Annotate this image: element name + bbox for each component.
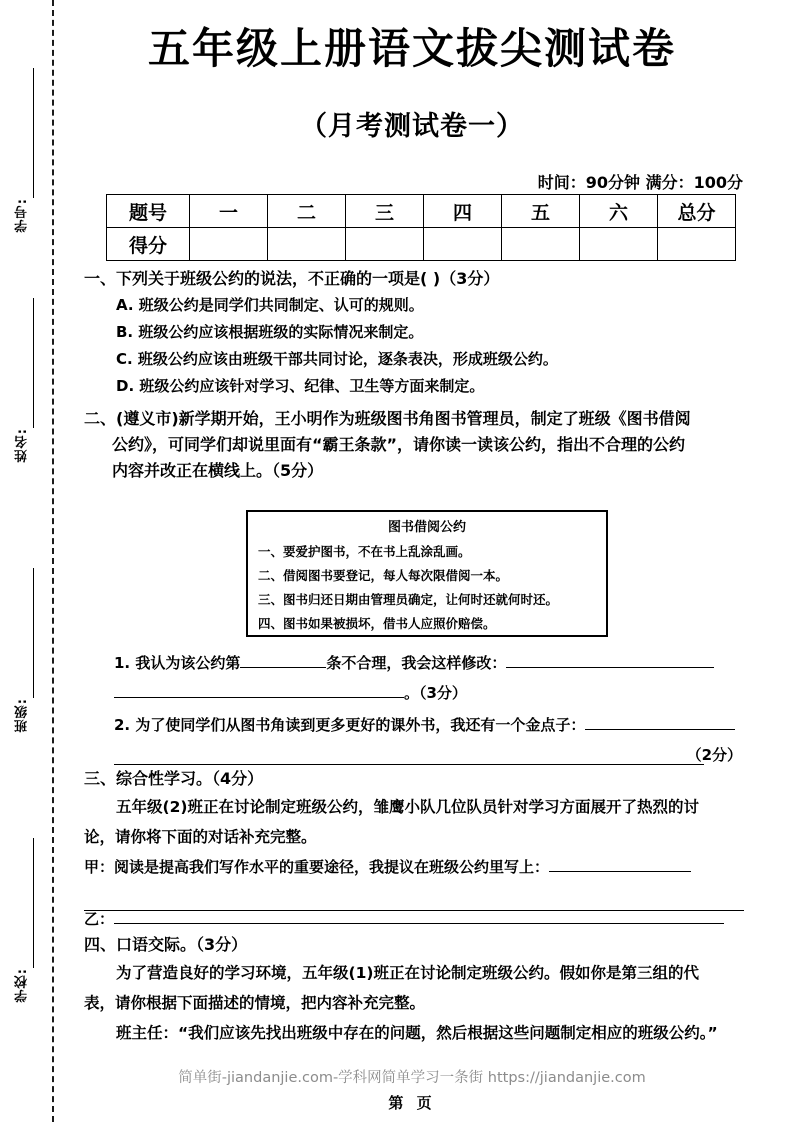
exam-meta-info: 时间：90分钟 满分：100分 [537,173,743,192]
question-2-sub-1-points: 。（3分） [404,684,467,702]
binding-dashed-line [52,0,54,1122]
question-3-paragraph-line-1: 五年级(2)班正在讨论制定班级公约，雏鹰小队几位队员针对学习方面展开了热烈的讨 [116,798,699,816]
question-4-paragraph-line-1: 为了营造良好的学习环境，五年级(1)班正在讨论制定班级公约。假如你是第三组的代 [116,964,699,982]
margin-field-student-id [0,198,46,254]
question-2-stem-line-3: 内容并改正在横线上。（5分） [112,461,324,480]
score-table-col-2: 二 [268,195,346,228]
question-3-speaker-2-text: 乙： [84,910,115,928]
question-2-sub-2-points: （2分） [686,746,742,764]
question-4-dialog: 班主任：“我们应该先找出班级中存在的问题，然后根据这些问题制定相应的班级公约。” [116,1024,718,1042]
binding-margin-column [0,0,62,1122]
margin-field-name [0,428,46,484]
question-2-sub-1-blank-continue[interactable] [114,680,404,698]
question-1-stem: 一、下列关于班级公约的说法，不正确的一项是( )（3分） [84,269,500,288]
margin-rule-1 [33,68,34,198]
question-2-sub-2 [84,710,744,770]
question-2-sub-1-text-a: 1. 我认为该公约第 [114,654,241,672]
question-4 [84,932,744,1048]
margin-label-school: 学校: [15,968,30,1003]
score-table-head-question: 题号 [107,195,190,228]
page-subtitle: （月考测试卷一） [300,111,524,142]
question-1-option-d[interactable]: D. 班级公约应该针对学习、纪律、卫生等方面来制定。 [116,377,485,395]
margin-rule-3 [33,568,34,698]
question-2-sub-2-text: 2. 为了使同学们从图书角读到更多更好的课外书，我还有一个金点子： [114,716,586,734]
score-cell-total[interactable] [658,228,736,261]
question-2-sub-1-text-b: 条不合理，我会这样修改： [326,654,507,672]
score-table-col-6: 六 [580,195,658,228]
page-title: 五年级上册语文拔尖测试卷 [147,24,676,73]
score-cell-6[interactable] [580,228,658,261]
question-2-sub-1 [84,648,744,708]
question-2-sub-1-line-1 [84,648,744,678]
question-1-option-b[interactable]: B. 班级公约应该根据班级的实际情况来制定。 [116,323,424,341]
question-2-sub-1-line-2 [84,678,744,708]
question-1 [84,266,744,400]
question-3-paragraph-line-2: 论，请你将下面的对话补充完整。 [84,828,317,846]
question-3-stem: 三、综合性学习。（4分） [84,769,264,788]
question-2 [84,406,744,484]
question-2-sub-2-line-1 [84,710,744,740]
question-3-speaker-1-blank-continue[interactable] [84,910,744,911]
question-3-speaker-1-line [84,852,744,882]
library-agreement-item-2: 二、借阅图书要登记，每人每次限借阅一本。 [258,568,509,583]
question-3-speaker-1-blank[interactable] [549,854,691,872]
question-3 [84,766,744,934]
library-agreement-box [246,510,608,637]
library-agreement-item-1: 一、要爱护图书，不在书上乱涂乱画。 [258,544,471,559]
score-cell-2[interactable] [268,228,346,261]
question-1-option-c[interactable]: C. 班级公约应该由班级干部共同讨论，逐条表决，形成班级公约。 [116,350,558,368]
question-4-stem: 四、口语交际。（3分） [84,935,248,954]
question-2-sub-2-blank-continue[interactable] [114,764,704,765]
margin-field-school [0,968,46,1024]
question-2-sub-1-blank-item[interactable] [240,650,326,668]
score-table-col-4: 四 [424,195,502,228]
question-3-speaker-2-blank[interactable] [114,906,724,924]
test-paper-page [62,0,793,1122]
table-row-scores [107,228,736,261]
score-cell-5[interactable] [502,228,580,261]
score-table-col-5: 五 [502,195,580,228]
score-table-col-1: 一 [190,195,268,228]
score-table-col-total: 总分 [658,195,736,228]
question-2-sub-2-blank-answer[interactable] [585,712,735,730]
score-table-col-3: 三 [346,195,424,228]
library-agreement-item-4: 四、图书如果被损坏，借书人应照价赔偿。 [258,616,496,631]
score-cell-3[interactable] [346,228,424,261]
library-agreement-item-3: 三、图书归还日期由管理员确定，让何时还就何时还。 [258,592,559,607]
table-row-question-numbers [107,195,736,228]
footer-watermark: 简单街-jiandanjie.com-学科网简单学习一条街 https://jiandanjie.com [178,1070,646,1086]
question-4-paragraph-line-2: 表，请你根据下面描述的情境，把内容补充完整。 [84,994,426,1012]
score-table [106,194,736,261]
question-3-speaker-2-line [84,882,744,934]
score-cell-4[interactable] [424,228,502,261]
margin-label-student-id: 学号: [15,198,30,233]
margin-label-class: 班级: [15,698,30,733]
question-2-stem-line-1: 二、(遵义市)新学期开始，王小明作为班级图书角图书管理员，制定了班级《图书借阅 [84,409,691,428]
margin-label-name: 姓名: [15,428,30,463]
footer-page-number: 第 页 [388,1094,436,1112]
question-3-speaker-1-text: 甲：阅读是提高我们写作水平的重要途径，我提议在班级公约里写上： [84,858,550,876]
library-agreement-title: 图书借阅公约 [387,520,466,535]
question-2-sub-1-blank-answer[interactable] [506,650,714,668]
score-cell-1[interactable] [190,228,268,261]
score-table-head-score: 得分 [107,228,190,261]
margin-rule-2 [33,298,34,428]
margin-rule-4 [33,838,34,968]
question-2-stem-line-2: 公约》，可同学们却说里面有“霸王条款”，请你读一读该公约，指出不合理的公约 [112,435,686,454]
margin-field-class [0,698,46,754]
question-1-option-a[interactable]: A. 班级公约是同学们共同制定、认可的规则。 [116,296,424,314]
